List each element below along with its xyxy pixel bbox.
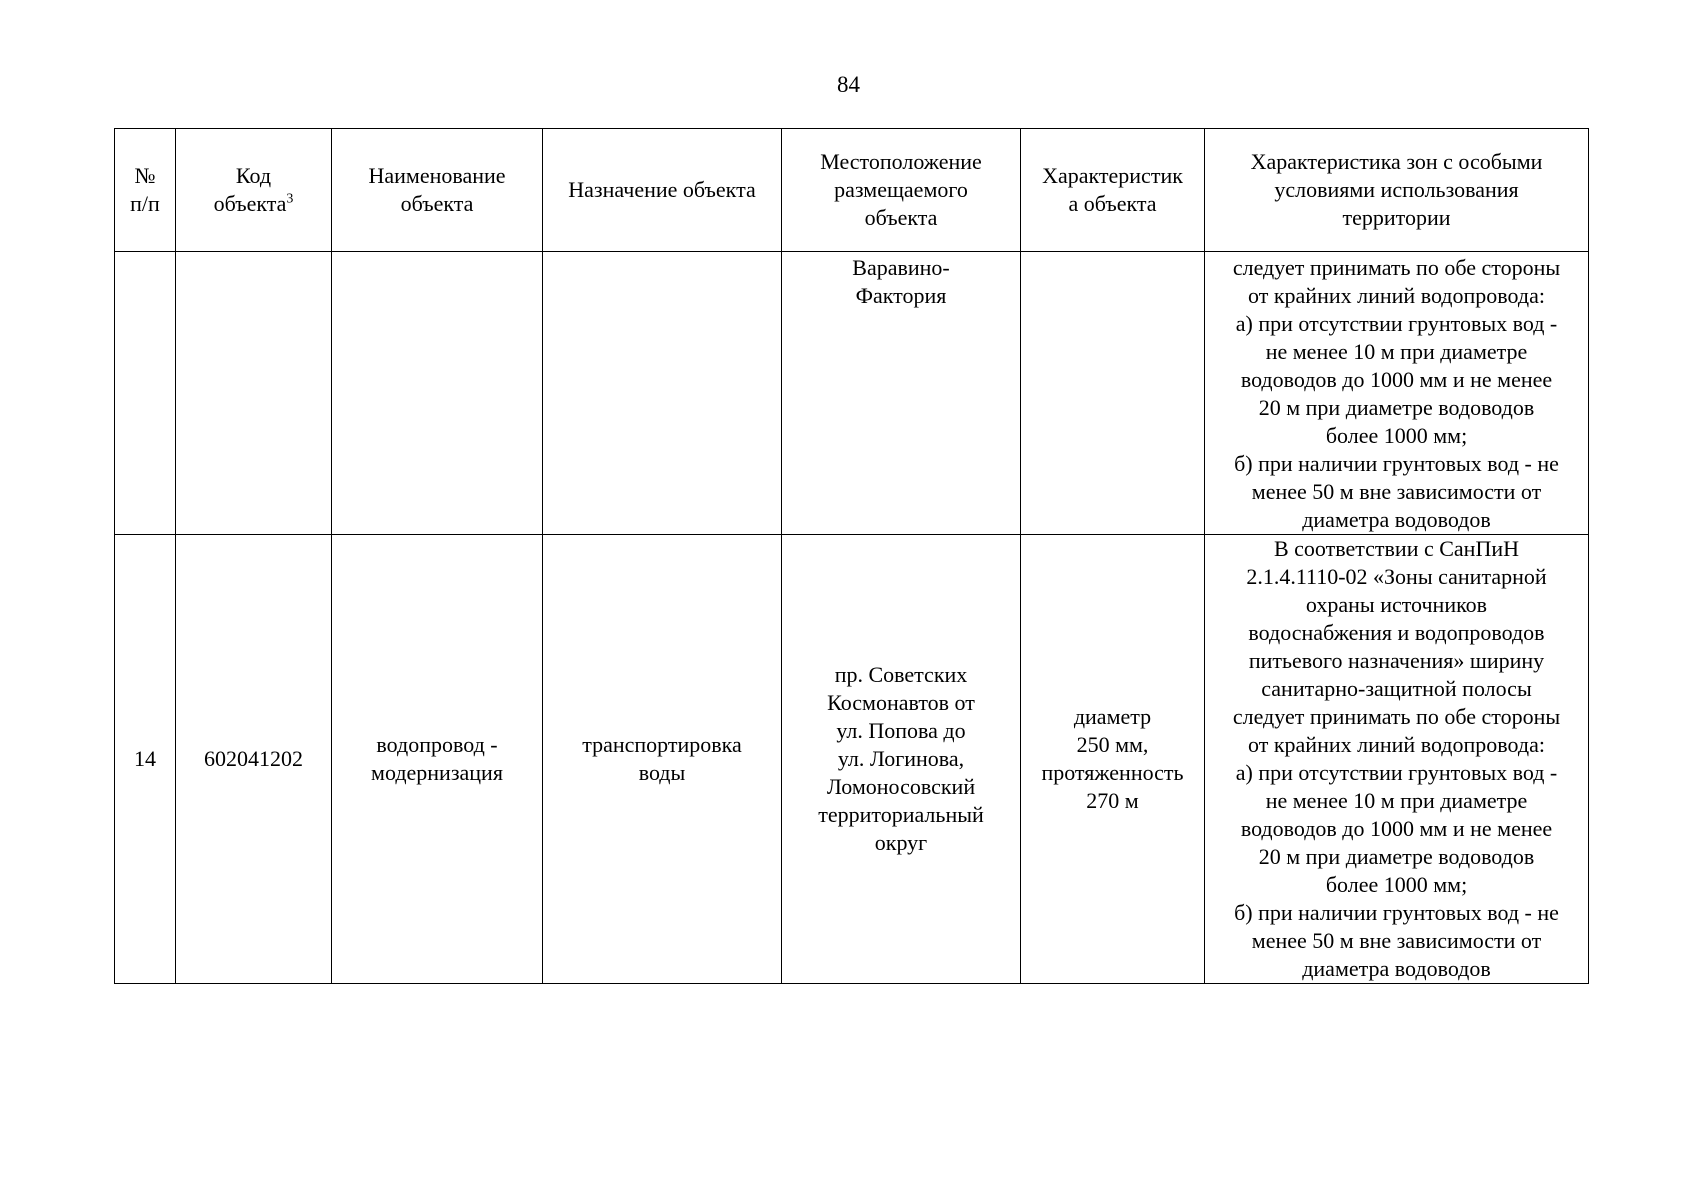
cell-code: 602041202 [176, 535, 332, 984]
cell-purpose: транспортировка воды [543, 535, 782, 984]
cell-code [176, 252, 332, 535]
cell-location: пр. Советских Космонавтов от ул. Попова до ул. Логинова, Ломоносовский территориальный округ [782, 535, 1021, 984]
table-header-row [115, 129, 1589, 252]
objects-table [114, 128, 1589, 984]
page-number: 84 [837, 72, 860, 97]
header-characteristic: Характеристик а объекта [1021, 129, 1205, 252]
cell-num: 14 [115, 535, 176, 984]
cell-characteristic: диаметр 250 мм, протяженность 270 м [1021, 535, 1205, 984]
header-num: № п/п [115, 129, 176, 252]
header-code [176, 129, 332, 252]
header-zones: Характеристика зон с особыми условиями использования территории [1205, 129, 1589, 252]
header-location: Местоположение размещаемого объекта [782, 129, 1021, 252]
cell-zones: В соответствии с СанПиН 2.1.4.1110-02 «Зоны санитарной охраны источников водоснабжения и водопроводов питьевого назначения» ширину санитарно-защитной полосы следует принимать по обе стороны от крайних линий водопровода: а) при отсутствии грунтовых вод - не менее 10 м при диаметре водоводов до 1000 мм и не менее 20 м при диаметре водоводов более 1000 мм; б) при наличии грунтовых вод - не менее 50 м вне зависимости от диаметра водоводов [1205, 535, 1589, 984]
cell-name [332, 252, 543, 535]
cell-name: водопровод - модернизация [332, 535, 543, 984]
cell-zones: следует принимать по обе стороны от крайних линий водопровода: а) при отсутствии грунтовых вод - не менее 10 м при диаметре водоводов до 1000 мм и не менее 20 м при диаметре водоводов более 1000 мм; б) при наличии грунтовых вод - не менее 50 м вне зависимости от диаметра водоводов [1205, 252, 1589, 535]
cell-purpose [543, 252, 782, 535]
header-purpose: Назначение объекта [543, 129, 782, 252]
table-row [115, 535, 1589, 984]
cell-characteristic [1021, 252, 1205, 535]
cell-num [115, 252, 176, 535]
table-row [115, 252, 1589, 535]
cell-location: Варавино- Фактория [782, 252, 1021, 535]
header-name: Наименование объекта [332, 129, 543, 252]
header-code-footnote: 3 [286, 191, 294, 207]
header-code-label: Код объекта [213, 163, 287, 216]
